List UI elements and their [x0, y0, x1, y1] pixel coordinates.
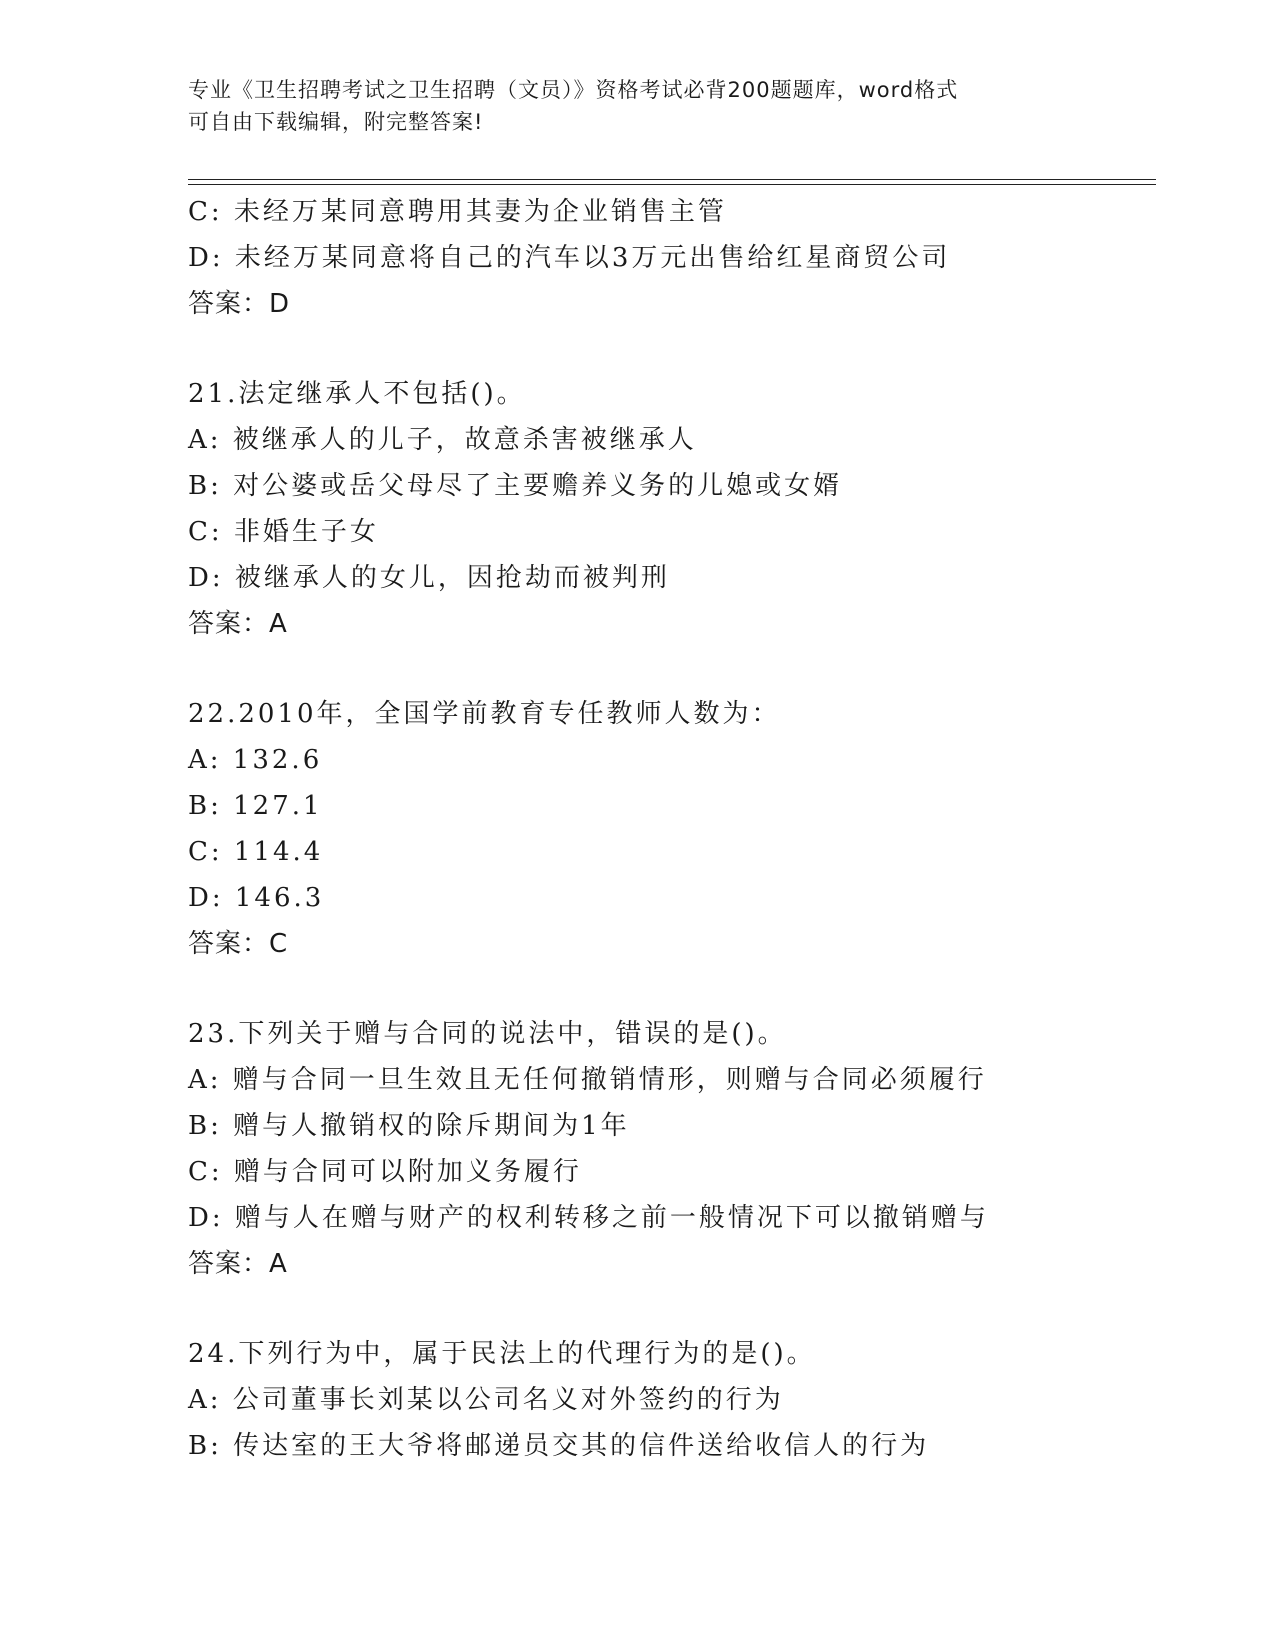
header-line-1: 专业《卫生招聘考试之卫生招聘（文员）》资格考试必背200题题库，word格式	[188, 78, 959, 102]
header-line-2: 可自由下载编辑，附完整答案!	[188, 110, 484, 134]
document-body	[188, 189, 1158, 1469]
question-block-23	[188, 1011, 1158, 1287]
option-b: B: 127.1	[188, 791, 323, 821]
option-c: C: 未经万某同意聘用其妻为企业销售主管	[188, 197, 727, 227]
option-d: D: 被继承人的女儿，因抢劫而被判刑	[188, 563, 670, 593]
option-b: B: 对公婆或岳父母尽了主要赡养义务的儿媳或女婿	[188, 471, 843, 501]
option-d: D: 未经万某同意将自己的汽车以3万元出售给红星商贸公司	[188, 243, 951, 273]
question-block-24	[188, 1331, 1158, 1469]
spacer	[188, 647, 1158, 691]
question-stem: 22.2010年，全国学前教育专任教师人数为：	[188, 699, 781, 729]
document-header	[188, 74, 1088, 138]
option-b: B: 传达室的王大爷将邮递员交其的信件送给收信人的行为	[188, 1431, 930, 1461]
answer-line: 答案：A	[188, 609, 288, 639]
spacer	[188, 1287, 1158, 1331]
spacer	[188, 967, 1158, 1011]
question-stem: 23.下列关于赠与合同的说法中，错误的是()。	[188, 1019, 787, 1049]
spacer	[188, 327, 1158, 371]
answer-line: 答案：C	[188, 929, 289, 959]
option-c: C: 114.4	[188, 837, 324, 867]
option-d: D: 146.3	[188, 883, 325, 913]
option-a: A: 公司董事长刘某以公司名义对外签约的行为	[188, 1385, 784, 1415]
answer-line: 答案：A	[188, 1249, 288, 1279]
option-c: C: 非婚生子女	[188, 517, 379, 547]
question-block-20	[188, 189, 1158, 327]
option-d: D: 赠与人在赠与财产的权利转移之前一般情况下可以撤销赠与	[188, 1203, 989, 1233]
option-a: A: 被继承人的儿子，故意杀害被继承人	[188, 425, 697, 455]
question-stem: 24.下列行为中，属于民法上的代理行为的是()。	[188, 1339, 816, 1369]
header-rule-bottom	[188, 184, 1156, 185]
option-b: B: 赠与人撤销权的除斥期间为1年	[188, 1111, 630, 1141]
option-c: C: 赠与合同可以附加义务履行	[188, 1157, 582, 1187]
option-a: A: 赠与合同一旦生效且无任何撤销情形，则赠与合同必须履行	[188, 1065, 987, 1095]
question-stem: 21.法定继承人不包括()。	[188, 379, 526, 409]
question-block-22	[188, 691, 1158, 967]
answer-line: 答案：D	[188, 289, 291, 319]
question-block-21	[188, 371, 1158, 647]
option-a: A: 132.6	[188, 745, 323, 775]
header-rule-top	[188, 179, 1156, 180]
